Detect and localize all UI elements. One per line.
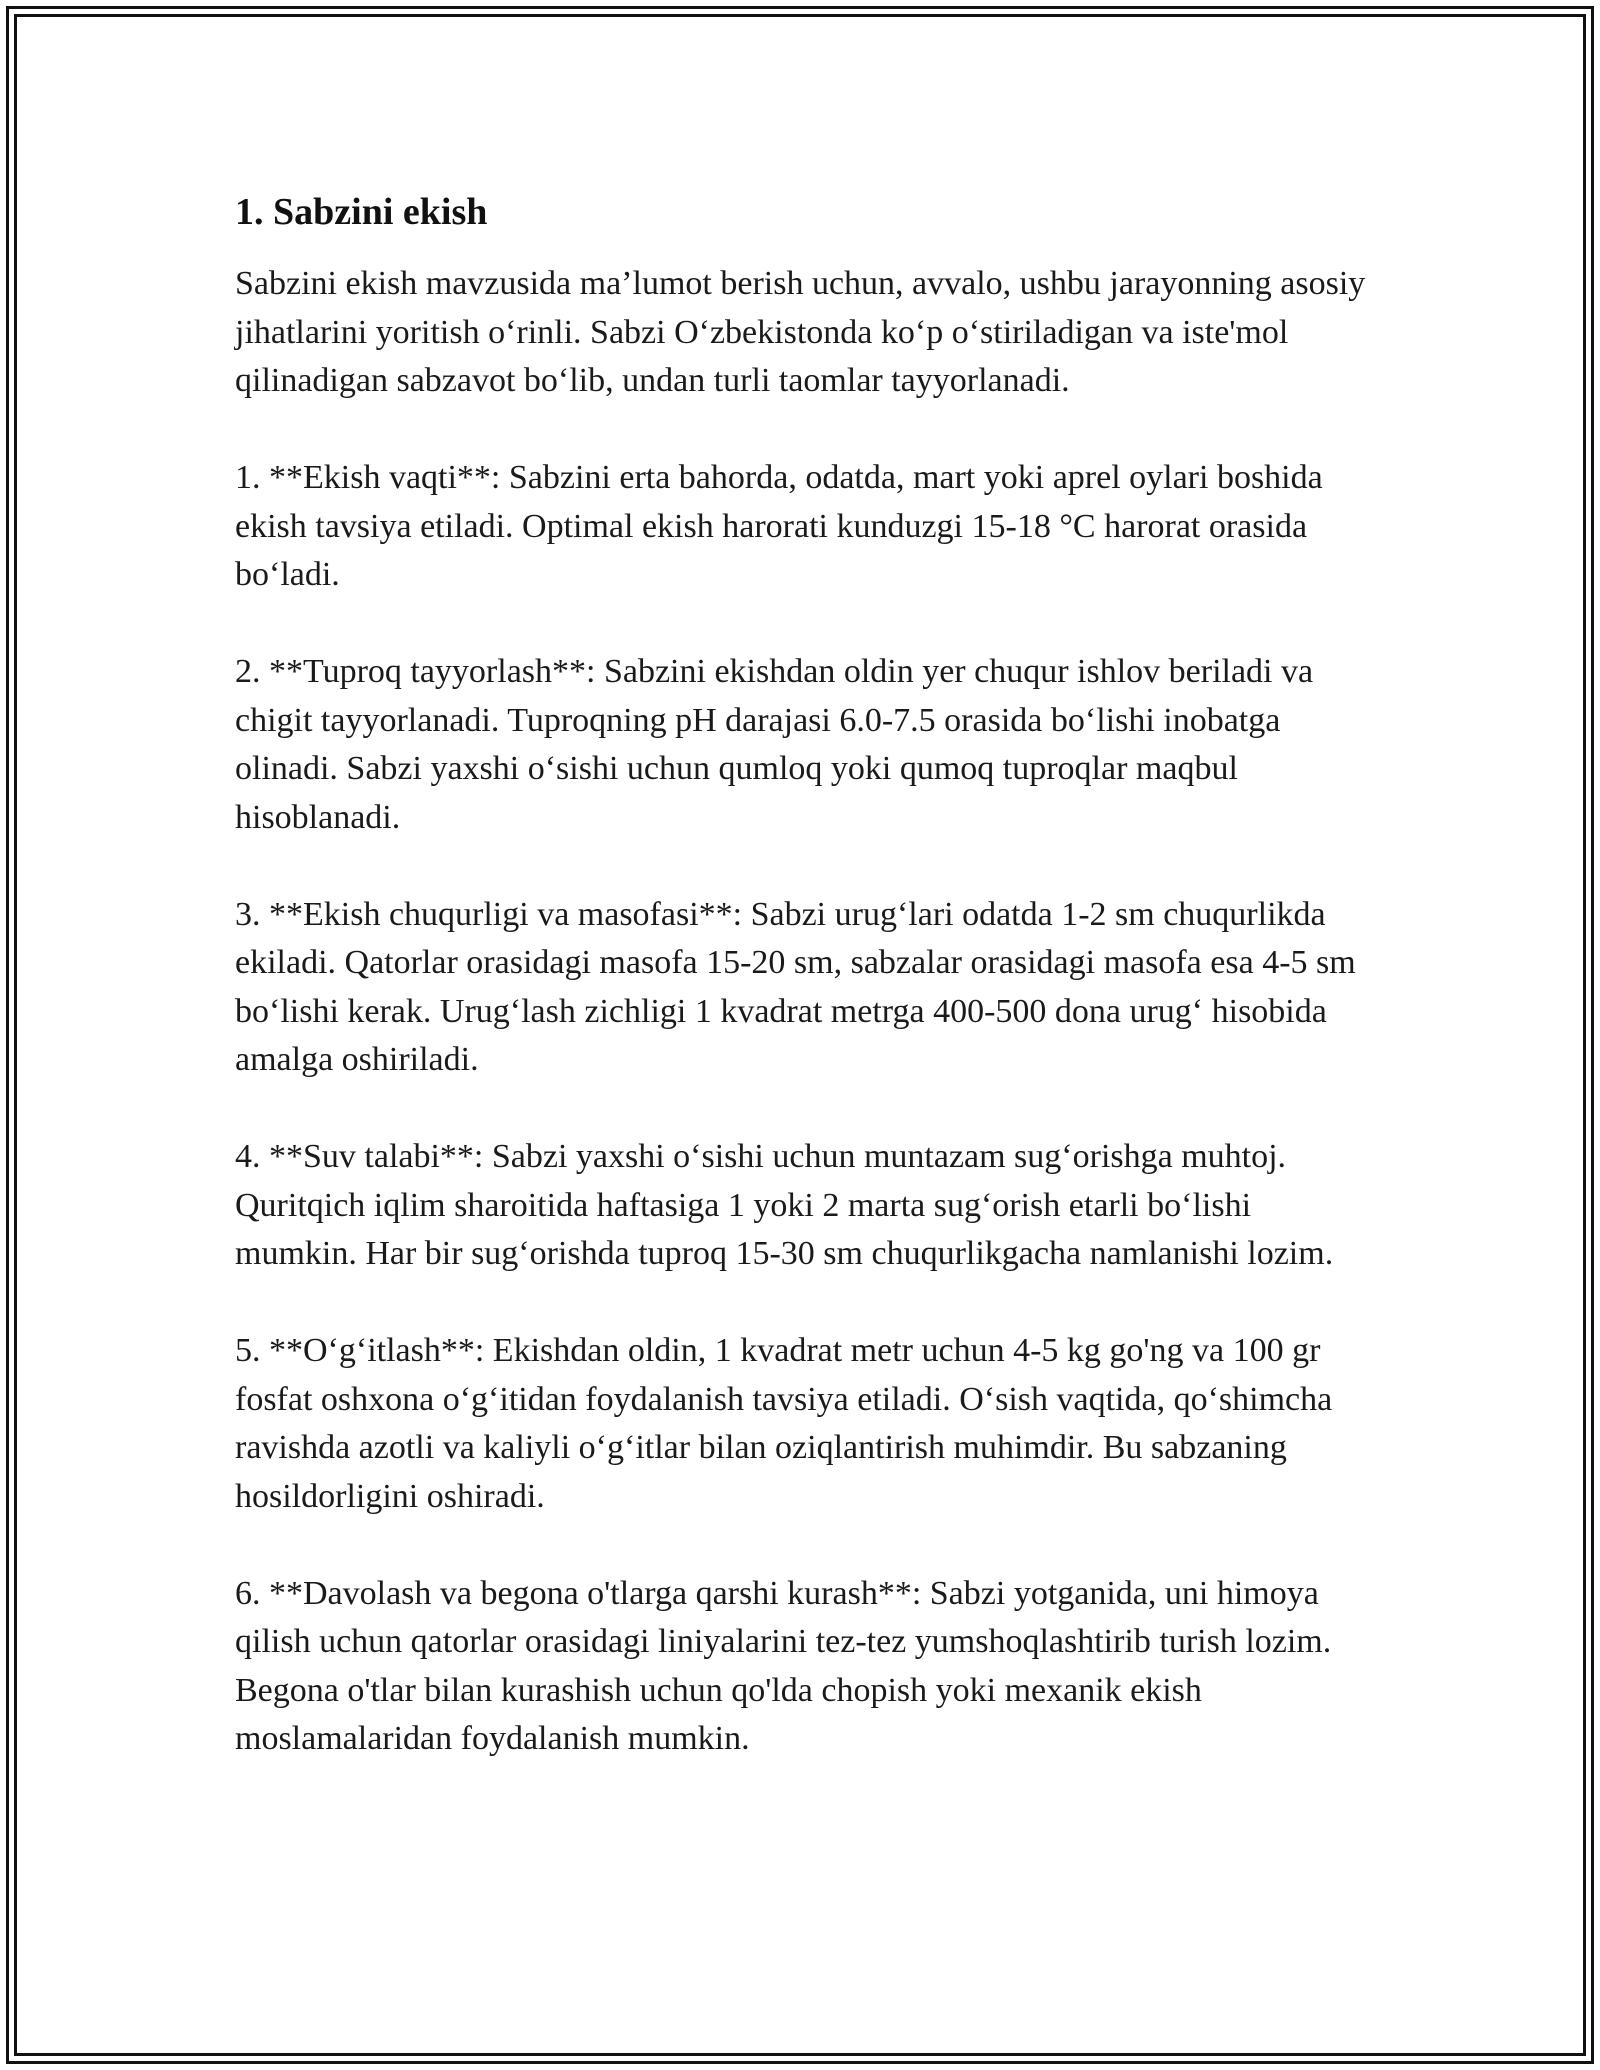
paragraph-tuproq-tayyorlash: 2. **Tuproq tayyorlash**: Sabzini ekishdan oldin yer chuqur ishlov beriladi va chigit tayyorlanadi. Tuproqning pH darajasi 6.0-7.5 orasida bo‘lishi inobatga olinadi. Sabzi yaxshi o‘sishi uchun qumloq yoki qumoq tuproqlar maqbul hisoblanadi. (235, 653, 1314, 836)
paragraph-ogitlash: 5. **O‘g‘itlash**: Ekishdan oldin, 1 kvadrat metr uchun 4-5 kg go'ng va 100 gr fosfat oshxona o‘g‘itidan foydalanish tavsiya etiladi. O‘sish vaqtida, qo‘shimcha ravishda azotli va kaliyli o‘g‘itlar bilan oziqlantirish muhimdir. Bu sabzaning hosildorligini oshiradi. (235, 1332, 1333, 1515)
paragraph-ekish-chuqurligi: 3. **Ekish chuqurligi va masofasi**: Sabzi urug‘lari odatda 1-2 sm chuqurlikda ekiladi. Qatorlar orasidagi masofa 15-20 sm, sabzalar orasidagi masofa esa 4-5 sm bo‘lishi kerak. Urug‘lash zichligi 1 kvadrat metrga 400-500 dona urug‘ hisobida amalga oshiriladi. (235, 895, 1356, 1078)
document-title: 1. Sabzini ekish (235, 191, 488, 233)
paragraph-ekish-vaqti: 1. **Ekish vaqti**: Sabzini erta bahorda, odatda, mart yoki aprel oylari boshida ekish tavsiya etiladi. Optimal ekish harorati kunduzgi 15-18 °C harorat orasida bo‘ladi. (235, 459, 1323, 593)
intro-paragraph: Sabzini ekish mavzusida ma’lumot berish uchun, avvalo, ushbu jarayonning asosiy jihatlarini yoritish o‘rinli. Sabzi O‘zbekistonda ko‘p o‘stiriladigan va iste'mol qilinadigan sabzavot bo‘lib, undan turli taomlar tayyorlanadi. (235, 265, 1366, 399)
paragraph-davolash: 6. **Davolash va begona o'tlarga qarshi kurash**: Sabzi yotganida, uni himoya qilish uchun qatorlar orasidagi liniyalarini tez-tez yumshoqlashtirib turish lozim. Begona o'tlar bilan kurashish uchun qo'lda chopish yoki mexanik ekish moslamalaridan foydalanish mumkin. (235, 1574, 1332, 1757)
document-body (235, 186, 1380, 1812)
paragraph-suv-talabi: 4. **Suv talabi**: Sabzi yaxshi o‘sishi uchun muntazam sug‘orishga muhtoj. Quritqich iqlim sharoitida haftasiga 1 yoki 2 marta sug‘orish etarli bo‘lishi mumkin. Har bir sug‘orishda tuproq 15-30 sm chuqurlikgacha namlanishi lozim. (235, 1138, 1334, 1272)
